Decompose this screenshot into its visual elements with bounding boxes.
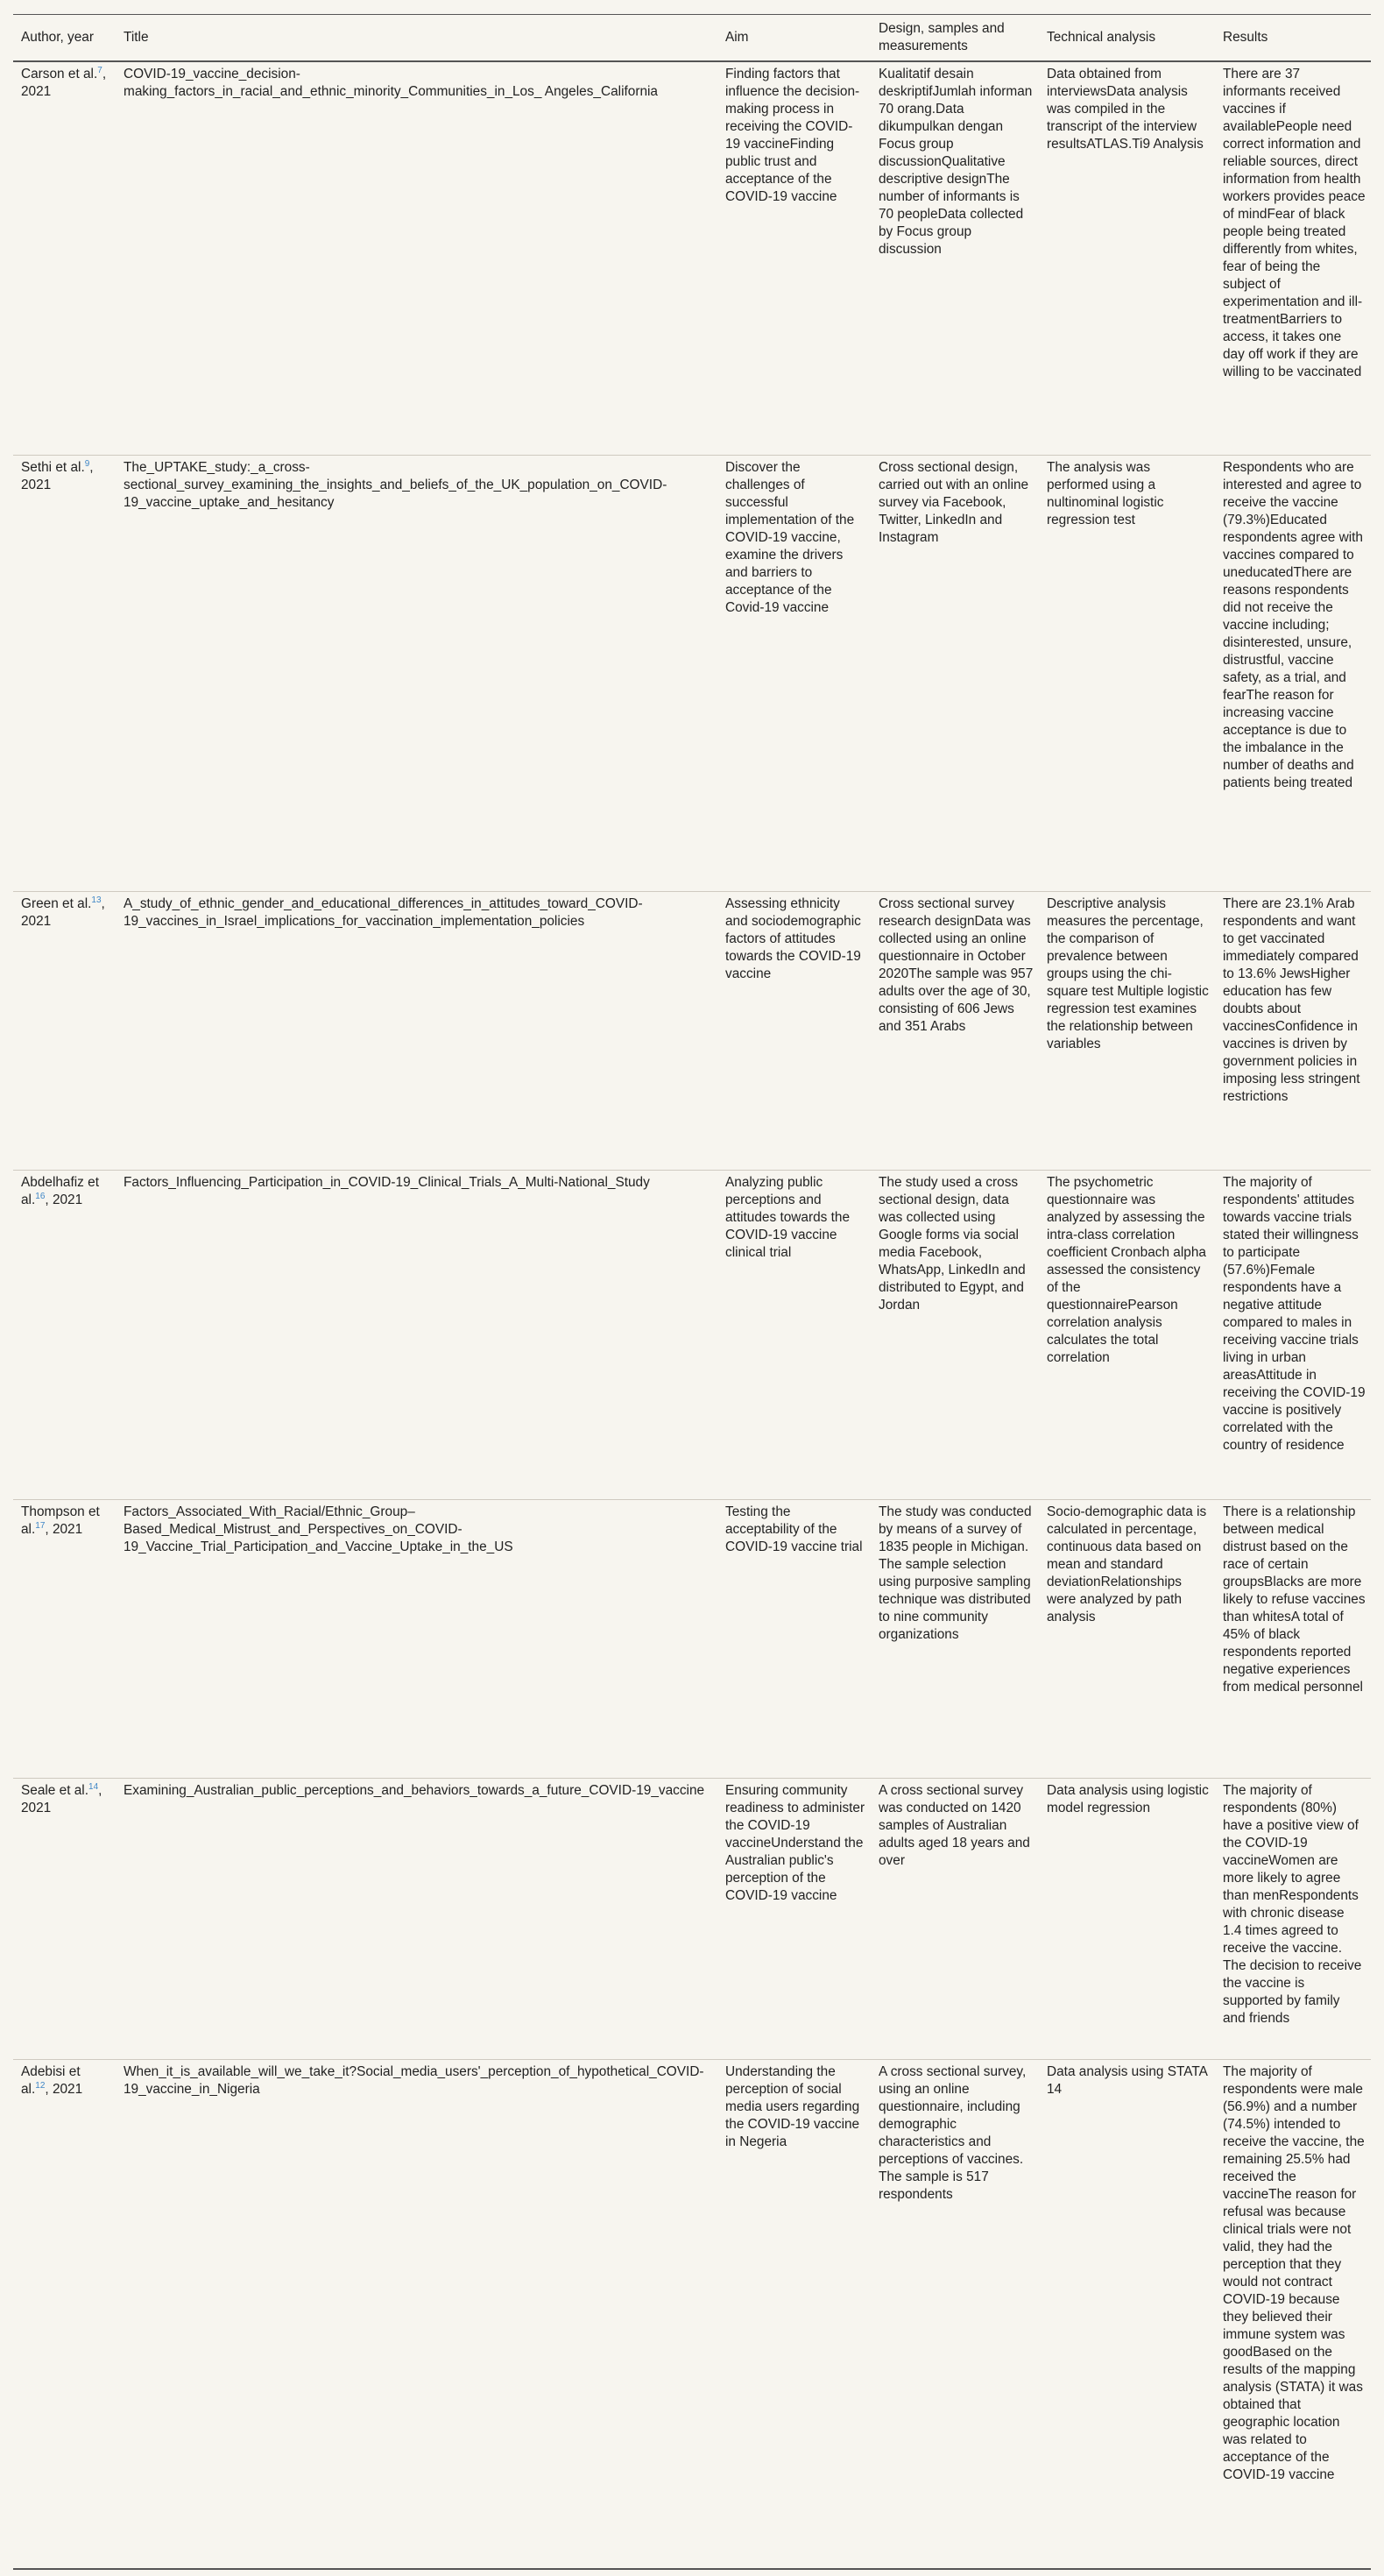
header-author: Author, year — [21, 30, 94, 45]
author-cell — [13, 895, 116, 1170]
technical-cell: The analysis was performed using a nultinominal logistic regression test — [1047, 460, 1164, 527]
results-cell: Respondents who are interested and agree to receive the vaccine (79.3%)Educated respondents agree with vaccines compared to uneducatedThere are reasons respondents did not receive the vaccine including; disinterested, unsure, distrustful, vaccine safety, as a trial, and fearThe reason for increasing vaccine acceptance is due to the imbalance in the number of deaths and patients being treated — [1223, 460, 1363, 790]
design-cell: Kualitatif desain deskriptifJumlah informan 70 orang.Data dikumpulkan dengan Focus group discussionQualitative descriptive designThe number of informants is 70 peopleData collected by Focus group discussion — [879, 67, 1033, 257]
author-year: , 2021 — [21, 896, 105, 929]
author-cell — [13, 1504, 116, 1778]
reference-link[interactable]: 14 — [88, 1781, 99, 1792]
header-results: Results — [1223, 30, 1268, 45]
title-cell: COVID-19_vaccine_decision-making_factors_in_racial_and_ethnic_minority_Communities_in_Los_ Angeles_California — [124, 67, 658, 99]
author-name: Abdelhafiz et al. — [21, 1175, 99, 1207]
header-aim: Aim — [725, 30, 749, 45]
reference-link[interactable]: 9 — [84, 458, 90, 469]
author-year: , 2021 — [21, 67, 107, 99]
results-cell: The majority of respondents were male (56.9%) and a number (74.5%) intended to receive the vaccine, the remaining 25.5% had received the vaccineThe reason for refusal was because clinical trials were not valid, they had the perception that they would not contract COVID-19 because they believed their immune system was goodBased on the results of the mapping analysis (STATA) it was obtained that geographic location was related to acceptance of the COVID-19 vaccine — [1223, 2064, 1365, 2482]
aim-cell: Understanding the perception of social media users regarding the COVID-19 vaccine in Negeria — [725, 2064, 860, 2149]
results-cell: The majority of respondents (80%) have a positive view of the COVID-19 vaccineWomen are more likely to agree than menRespondents with chronic disease 1.4 times agreed to receive the vaccine. The decision to receive the vaccine is supported by family and friends — [1223, 1783, 1362, 2026]
author-year: , 2021 — [45, 2082, 83, 2097]
author-year: , 2021 — [21, 1783, 102, 1815]
header-design: Design, samples and measurements — [879, 21, 1005, 53]
results-cell: There are 37 informants received vaccines if availablePeople need correct information and reliable sources, direct information from health workers provides peace of mindFear of black people being treated differently from whites, fear of being the subject of experimentation and ill-treatmentBarriers to access, it takes one day off work if they are willing to be vaccinated — [1223, 67, 1366, 379]
author-name: Seale et al. — [21, 1783, 89, 1798]
author-cell — [13, 2063, 116, 2568]
aim-cell: Ensuring community readiness to administer the COVID-19 vaccineUnderstand the Australian public's perception of the COVID-19 vaccine — [725, 1783, 865, 1903]
studies-table — [13, 14, 1371, 2570]
technical-cell: Data analysis using STATA 14 — [1047, 2064, 1208, 2097]
table-row — [13, 1779, 1371, 2060]
title-cell: Factors_Associated_With_Racial/Ethnic_Group–Based_Medical_Mistrust_and_Perspectives_on_COVID-19_Vaccine_Trial_Participation_and_Vaccine_Uptake_in_the_US — [124, 1504, 513, 1554]
title-cell: Examining_Australian_public_perceptions_and_behaviors_towards_a_future_COVID-19_vaccine — [124, 1783, 705, 1798]
author-name: Adebisi et al. — [21, 2064, 81, 2097]
author-cell — [13, 1174, 116, 1499]
reference-link[interactable]: 16 — [35, 1191, 46, 1201]
table-row — [13, 1171, 1371, 1500]
author-year: , 2021 — [45, 1192, 83, 1207]
table-row — [13, 2060, 1371, 2570]
table-row — [13, 892, 1371, 1171]
aim-cell: Assessing ethnicity and sociodemographic factors of attitudes towards the COVID-19 vaccine — [725, 896, 861, 981]
technical-cell: Data analysis using logistic model regression — [1047, 1783, 1209, 1815]
table-row — [13, 1500, 1371, 1779]
results-cell: The majority of respondents' attitudes towards vaccine trials stated their willingness to participate (57.6%)Female respondents have a negative attitude compared to males in receiving vaccine trials living in urban areasAttitude in receiving the COVID-19 vaccine is positively correlated with the country of residence — [1223, 1175, 1366, 1453]
author-name: Sethi et al. — [21, 460, 85, 475]
title-cell: Factors_Influencing_Participation_in_COVID-19_Clinical_Trials_A_Multi-National_Study — [124, 1175, 650, 1190]
table-header — [13, 14, 1371, 62]
aim-cell: Finding factors that influence the decision-making process in receiving the COVID-19 vaccineFinding public trust and acceptance of the COVID-19 vaccine — [725, 67, 860, 204]
author-name: Carson et al. — [21, 67, 98, 81]
design-cell: Cross sectional survey research designData was collected using an online questionnaire in October 2020The sample was 957 adults over the age of 30, consisting of 606 Jews and 351 Arabs — [879, 896, 1034, 1034]
design-cell: The study was conducted by means of a survey of 1835 people in Michigan. The sample selection using purposive sampling technique was distributed to nine community organizations — [879, 1504, 1032, 1642]
title-cell: The_UPTAKE_study:_a_cross-sectional_survey_examining_the_insights_and_beliefs_of_the_UK_population_on_COVID-19_vaccine_uptake_and_hesitancy — [124, 460, 667, 510]
technical-cell: The psychometric questionnaire was analyzed by assessing the intra-class correlation coefficient Cronbach alpha assessed the consistency of the questionnairePearson correlation analysis calculates the total correlation — [1047, 1175, 1206, 1365]
results-cell: There is a relationship between medical distrust based on the race of certain groupsBlacks are more likely to refuse vaccines than whitesA total of 45% of black respondents reported negative experiences from medical personnel — [1223, 1504, 1366, 1695]
table-row — [13, 456, 1371, 892]
reference-link[interactable]: 13 — [91, 895, 102, 905]
header-technical: Technical analysis — [1047, 30, 1156, 45]
author-cell — [13, 459, 116, 891]
title-cell: When_it_is_available_will_we_take_it?Social_media_users'_perception_of_hypothetical_COVID-19_vaccine_in_Nigeria — [124, 2064, 704, 2097]
reference-link[interactable]: 7 — [97, 65, 102, 75]
technical-cell: Descriptive analysis measures the percentage, the comparison of prevalence between groups using the chi-square test Multiple logistic regression test examines the relationship between variables — [1047, 896, 1209, 1051]
design-cell: Cross sectional design, carried out with an online survey via Facebook, Twitter, LinkedIn and Instagram — [879, 460, 1029, 545]
header-title: Title — [124, 30, 149, 45]
reference-link[interactable]: 12 — [35, 2080, 46, 2091]
technical-cell: Socio-demographic data is calculated in percentage, continuous data based on mean and standard deviationRelationships were analyzed by path analysis — [1047, 1504, 1207, 1624]
technical-cell: Data obtained from interviewsData analysis was compiled in the transcript of the interview resultsATLAS.Ti9 Analysis — [1047, 67, 1204, 152]
aim-cell: Testing the acceptability of the COVID-19 vaccine trial — [725, 1504, 863, 1554]
author-name: Green et al. — [21, 896, 92, 911]
author-name: Thompson et al. — [21, 1504, 100, 1537]
design-cell: A cross sectional survey, using an online questionnaire, including demographic characteristics and perceptions of vaccines. The sample is 517 respondents — [879, 2064, 1027, 2202]
title-cell: A_study_of_ethnic_gender_and_educational_differences_in_attitudes_toward_COVID-19_vaccines_in_Israel_implications_for_vaccination_implementation_policies — [124, 896, 643, 929]
author-year: , 2021 — [45, 1522, 83, 1537]
design-cell: A cross sectional survey was conducted on 1420 samples of Australian adults aged 18 years and over — [879, 1783, 1030, 1868]
author-cell — [13, 1782, 116, 2059]
results-cell: There are 23.1% Arab respondents and want to get vaccinated immediately compared to 13.6% JewsHigher education has few doubts about vaccinesConfidence in vaccines is driven by government policies in imposing less stringent restrictions — [1223, 896, 1360, 1104]
aim-cell: Analyzing public perceptions and attitudes towards the COVID-19 vaccine clinical trial — [725, 1175, 851, 1260]
table-row — [13, 62, 1371, 456]
reference-link[interactable]: 17 — [35, 1520, 46, 1531]
author-year: , 2021 — [21, 460, 94, 492]
author-cell — [13, 66, 116, 455]
design-cell: The study used a cross sectional design, data was collected using Google forms via social media Facebook, WhatsApp, LinkedIn and distributed to Egypt, and Jordan — [879, 1175, 1026, 1313]
aim-cell: Discover the challenges of successful implementation of the COVID-19 vaccine, examine the drivers and barriers to acceptance of the Covid-19 vaccine — [725, 460, 855, 615]
